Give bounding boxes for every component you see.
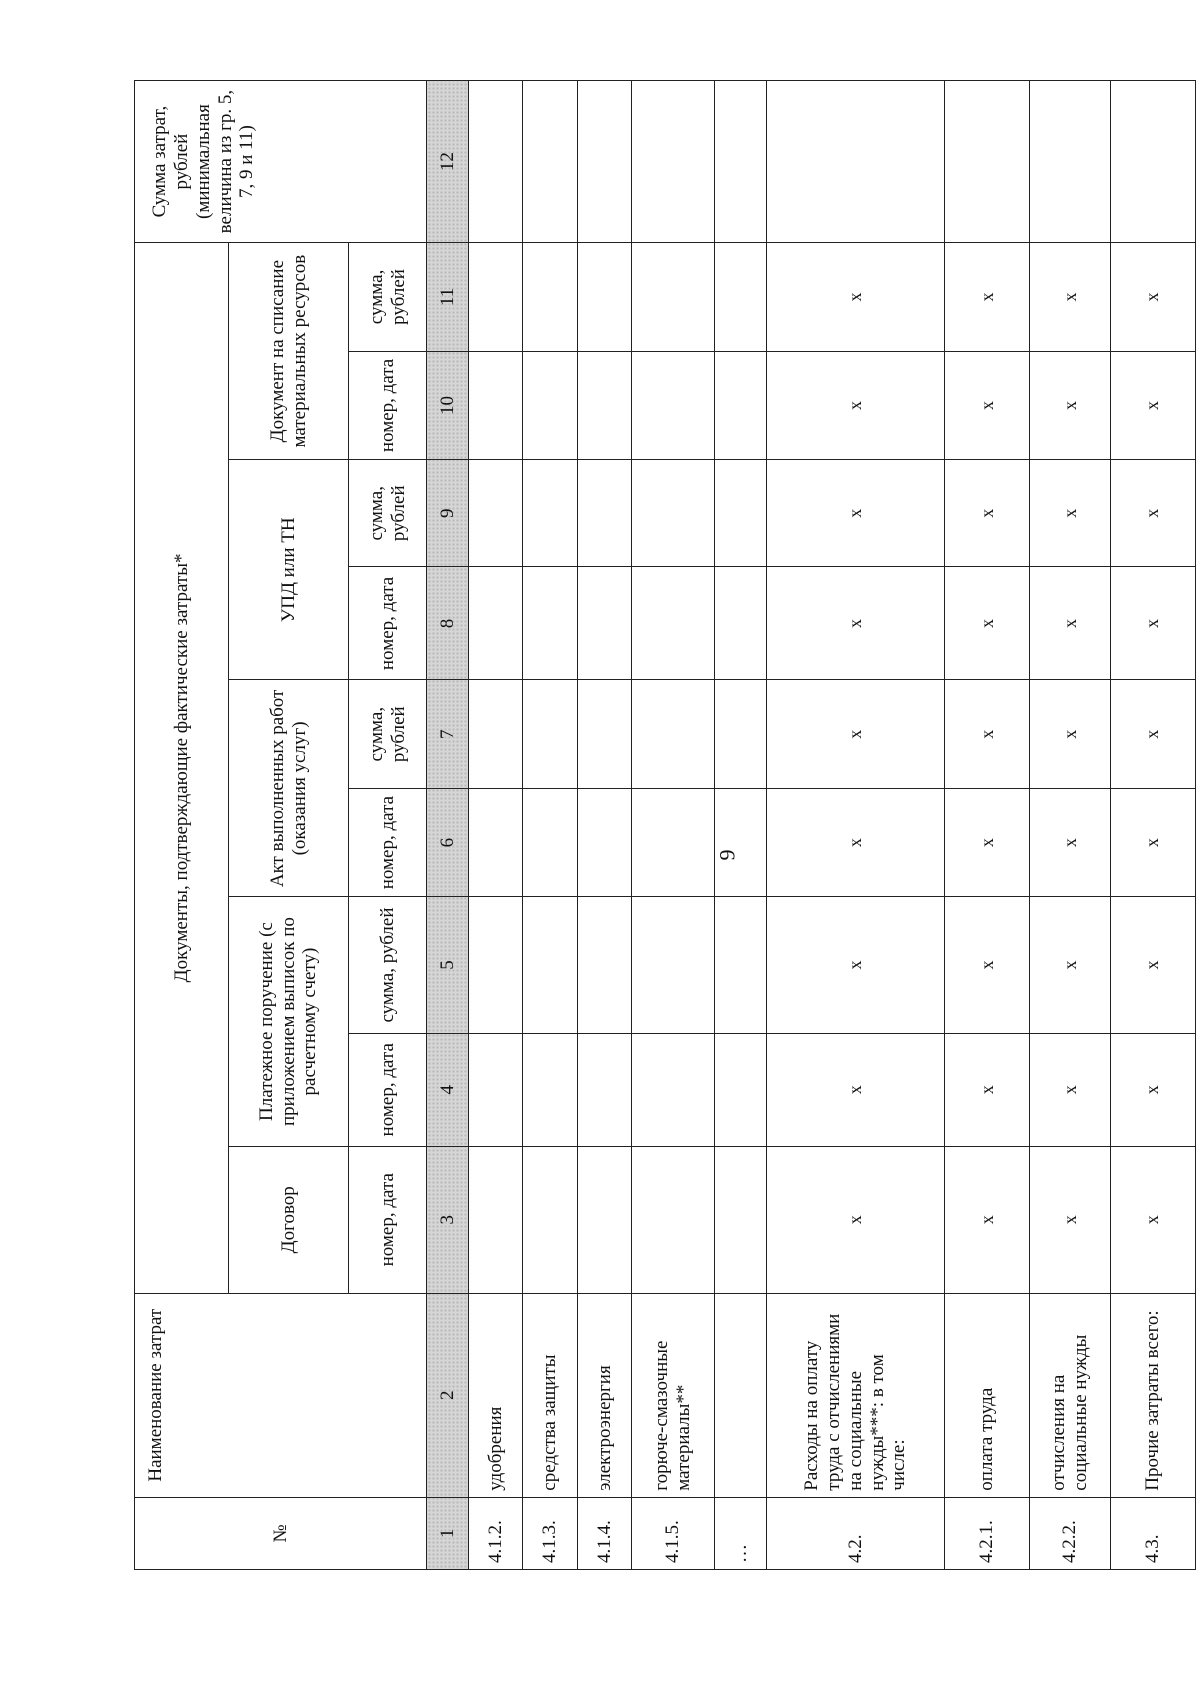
table-cell [469,460,523,567]
table-cell: x [944,460,1029,567]
table-row [715,81,767,1570]
table-cell [469,567,523,680]
table-cell: x [767,460,945,567]
table-cell: x [767,1146,945,1293]
table-cell [523,567,577,680]
table-cell [715,897,767,1033]
table-cell: x [1110,351,1195,459]
table-cell: x [767,1033,945,1146]
table-cell [715,1033,767,1146]
table-cell [523,897,577,1033]
column-number-row [427,81,469,1570]
row-cost-name: средства защиты [523,1293,577,1497]
header-writeoff-document: Документ на списание материальных ресурсов [229,243,349,460]
table-cell [523,1146,577,1293]
column-number: 1 [427,1497,469,1569]
table-cell: x [1030,351,1111,459]
table-cell [715,788,767,896]
table-cell [577,460,631,567]
table-cell: x [1110,897,1195,1033]
table-cell: x [767,567,945,680]
table-cell [632,680,715,788]
row-cost-name: Расходы на оплату труда с отчислениями на социальные нужды***: в том числе: [767,1293,945,1497]
table-cell [715,243,767,352]
table-cell: x [1110,1033,1195,1146]
table-cell: x [944,243,1029,352]
row-cost-name: отчисления на социальные нужды [1030,1293,1111,1497]
page-number: 9 [714,849,740,861]
column-number: 4 [427,1033,469,1146]
table-cell [632,788,715,896]
table-cell: x [767,680,945,788]
table-cell [577,897,631,1033]
table-cell [632,1033,715,1146]
row-cost-name: удобрения [469,1293,523,1497]
row-number: 4.2.2. [1030,1497,1111,1569]
column-number: 9 [427,460,469,567]
table-cell: x [944,788,1029,896]
column-number: 8 [427,567,469,680]
column-number: 2 [427,1293,469,1497]
table-cell [632,243,715,352]
header-work-act: Акт выполненных работ (оказания услуг) [229,680,349,897]
header-payment-order: Платежное поручение (с приложением выписок по расчетному счету) [229,897,349,1146]
table-cell [715,351,767,459]
table-cell: x [767,897,945,1033]
row-number: … [715,1497,767,1569]
header-act-amount: сумма, рублей [349,680,427,788]
column-number: 3 [427,1146,469,1293]
table-row [577,81,631,1570]
table-cell: x [1110,1146,1195,1293]
row-total-cell [715,81,767,243]
row-total-cell [1110,81,1195,243]
table-cell [469,243,523,352]
table-cell [469,680,523,788]
column-number: 7 [427,680,469,788]
table-cell: x [1110,567,1195,680]
table-cell [715,680,767,788]
row-total-cell [1030,81,1111,243]
header-upd-number-date: номер, дата [349,567,427,680]
table-cell: x [767,351,945,459]
table-cell [632,567,715,680]
row-cost-name: горюче-смазочные материалы** [632,1293,715,1497]
header-writeoff-number-date: номер, дата [349,351,427,459]
table-cell [577,1146,631,1293]
row-total-cell [469,81,523,243]
table-row [1030,81,1111,1570]
row-number: 4.2.1. [944,1497,1029,1569]
row-number: 4.1.5. [632,1497,715,1569]
row-total-cell [767,81,945,243]
column-number: 5 [427,897,469,1033]
table-cell: x [1110,680,1195,788]
table-cell [715,460,767,567]
table-cell [632,460,715,567]
table-cell [523,351,577,459]
table-cell: x [944,1033,1029,1146]
row-total-cell [523,81,577,243]
header-contract: Договор [229,1146,349,1293]
table-cell [715,1146,767,1293]
row-total-cell [632,81,715,243]
row-number: 4.1.3. [523,1497,577,1569]
header-act-number-date: номер, дата [349,788,427,896]
row-cost-name: электроэнергия [577,1293,631,1497]
row-total-cell [577,81,631,243]
table-cell [523,1033,577,1146]
table-cell [523,243,577,352]
column-number: 11 [427,243,469,352]
table-cell [469,1146,523,1293]
table-cell [469,897,523,1033]
table-cell: x [1030,680,1111,788]
table-cell: x [1030,1033,1111,1146]
header-cost-name: Наименование затрат [135,1293,427,1497]
rotated-table-container [134,80,1196,1570]
table-cell: x [1030,243,1111,352]
header-contract-number-date: номер, дата [349,1146,427,1293]
header-upd-amount: сумма, рублей [349,460,427,567]
row-cost-name: Прочие затраты всего: [1110,1293,1195,1497]
table-cell: x [944,897,1029,1033]
table-cell [523,680,577,788]
table-row [767,81,945,1570]
table-row [1110,81,1195,1570]
header-no: № [135,1497,427,1569]
column-number: 12 [427,81,469,243]
table-cell [469,351,523,459]
table-cell [523,460,577,567]
header-total-cost: Сумма затрат, рублей (минимальная величина из гр. 5, 7, 9 и 11) [135,81,427,243]
header-writeoff-amount: сумма, рублей [349,243,427,352]
table-cell: x [1030,897,1111,1033]
table-cell: x [944,1146,1029,1293]
table-cell [523,788,577,896]
table-cell [632,897,715,1033]
table-cell: x [944,351,1029,459]
table-cell: x [1110,788,1195,896]
row-number: 4.3. [1110,1497,1195,1569]
cost-table [134,80,1196,1570]
header-payment-amount: сумма, рублей [349,897,427,1033]
row-number: 4.1.4. [577,1497,631,1569]
header-upd: УПД или ТН [229,460,349,680]
table-cell: x [1030,1146,1111,1293]
table-cell: x [944,567,1029,680]
row-cost-name [715,1293,767,1497]
column-number: 10 [427,351,469,459]
column-number: 6 [427,788,469,896]
table-cell: x [1110,243,1195,352]
table-row [469,81,523,1570]
table-cell [469,788,523,896]
table-row [632,81,715,1570]
table-cell [577,567,631,680]
table-row [944,81,1029,1570]
table-cell: x [1110,460,1195,567]
table-cell [577,788,631,896]
table-cell: x [944,680,1029,788]
row-total-cell [944,81,1029,243]
table-cell: x [1030,460,1111,567]
row-number: 4.2. [767,1497,945,1569]
header-supporting-documents: Документы, подтверждающие фактические затраты* [135,243,229,1294]
table-cell [577,243,631,352]
row-number: 4.1.2. [469,1497,523,1569]
table-cell: x [1030,788,1111,896]
table-row [523,81,577,1570]
table-cell: x [767,788,945,896]
table-cell [577,1033,631,1146]
row-cost-name: оплата труда [944,1293,1029,1497]
table-cell [715,567,767,680]
table-cell [469,1033,523,1146]
table-cell: x [1030,567,1111,680]
table-cell: x [767,243,945,352]
table-cell [577,351,631,459]
table-cell [632,1146,715,1293]
table-cell [632,351,715,459]
table-cell [577,680,631,788]
header-payment-number-date: номер, дата [349,1033,427,1146]
